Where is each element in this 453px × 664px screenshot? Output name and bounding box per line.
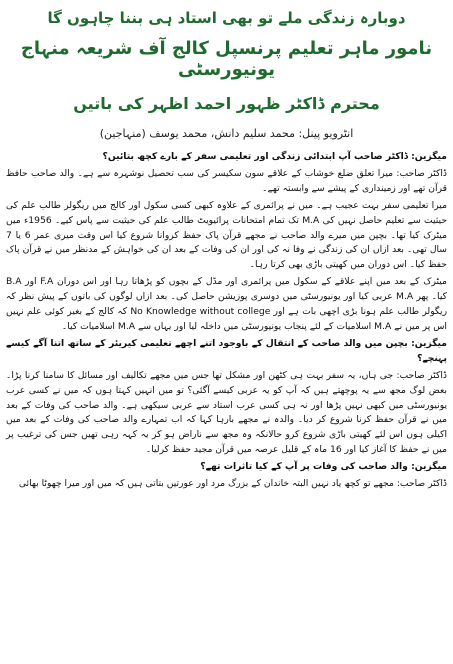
article-body [6,140,447,492]
answer-paragraph: ڈاکٹر صاحب: میرا تعلق ضلع خوشاب کے علاقے سون سکیسر کی سب تحصیل نوشہرہ سے ہے۔ والد صاحب حافظ قرآن تھے اور زمینداری کے پیشے سے وابستہ تھے۔ [6,167,447,194]
interview-panel-byline: انٹرویو پینل: محمد سلیم دانش، محمد یوسف (منہاجین) [99,127,354,141]
headline-title: نامور ماہر تعلیم پرنسپل کالج آف شریعہ منہاج یونیورسٹی [20,38,433,80]
headline-subtitle: محترم ڈاکٹر ظہور احمد اظہر کی باتیں [73,93,380,113]
headline-quote: دوبارہ زندگی ملے تو بھی استاد ہی بننا چاہوں گا [47,9,406,27]
answer-paragraph: میٹرک کے بعد میں اپنے علاقے کے سکول میں پرائمری اور مڈل کے بچوں کو پڑھاتا رہا اور اس دوران F.A اور B.A کیا۔ پھر M.A عربی کیا اور یونیورسٹی میں دوسری پوزیشن حاصل کی۔ بعد ازاں لوگوں کی باتوں کے پیش نظر کہ ریگولر طالب علم ہونا بڑی اچھی بات ہے اور No Knowledge without college کہ کالج کے بغیر کوئی علم نہیں اس پر میں نے M.A اسلامیات کے لئے پنجاب یونیورسٹی میں داخلہ لیا اور یہاں سے M.A اسلامیات کیا۔ [6,276,448,332]
question-paragraph: میگزین: والد صاحب کی وفات پر آپ کے کیا تاثرات تھے؟ [200,461,447,473]
answer-paragraph: ڈاکٹر صاحب: جی ہاں، یہ سفر بہت ہی کٹھن اور مشکل تھا جس میں مجھے تکالیف اور مسائل کا سامنا کرنا پڑا۔ بعض لوگ مجھ سے یہ پوچھتے ہیں کہ آپ کو یہ عربی کیسے آگئی؟ تو میں انہیں کہتا ہوں کہ میں نے کسی عرب یونیورسٹی میں کبھی نہیں پڑھا اور نہ ہی کسی عرب استاد سے عربی سیکھی ہے۔ والد صاحب کی وفات کے بعد میں نے قرآن حفظ کرنا شروع کر دیا۔ والدہ نے مجھے بارہا کہا کہ اب تمہارے والد صاحب کی وفات کے بعد میں اکیلی ہوں اس لئے کھیتی باڑی شروع کرو حالانکہ وہ مجھ سے ناراض ہو کر یہ کہہ رہی تھیں جس کی ترغیب پر میں نے حفظ کا آغاز کیا اور 16 ماہ کے قلیل عرصہ میں قرآن مجید حفظ کرلیا۔ [6,369,447,456]
question-paragraph: میگزین: بچپن میں والد صاحب کے انتقال کے باوجود اتنے اچھے تعلیمی کیریئر کے ساتھ اتنا آگے کیسے پہنچے؟ [6,337,447,364]
answer-paragraph: ڈاکٹر صاحب: مجھے تو کچھ یاد نہیں البتہ خاندان کے بزرگ مرد اور عورتیں بتاتی ہیں کہ میں اور میرا چھوٹا بھائی [18,478,447,490]
answer-paragraph: میرا تعلیمی سفر بہت عجیب ہے۔ میں نے پرائمری کے علاوہ کبھی کسی سکول اور کالج میں ریگولر طالب علم کی حیثیت سے تعلیم حاصل نہیں کی M.A تک تمام امتحانات پرائیویٹ طالب علم کی حیثیت سے پاس کیے۔ 1956ء میں میٹرک کیا تھا۔ بچپن میں میرے والد صاحب نے مجھے قرآن پاک حفظ کروانا شروع کیا اس وقت میری عمر 6 یا 7 سال تھی۔ بعد ازاں ان کی زندگی نے وفا نہ کی اور ان کی وفات کے بعد ان کی خواہش کے مدنظر میں نے قرآن پاک حفظ کیا۔ اس دوران میں کھیتی باڑی بھی کرتا رہا۔ [6,199,447,271]
question-paragraph: میگزین: ڈاکٹر صاحب آپ ابتدائی زندگی اور تعلیمی سفر کے بارے کچھ بتائیں؟ [102,151,447,163]
